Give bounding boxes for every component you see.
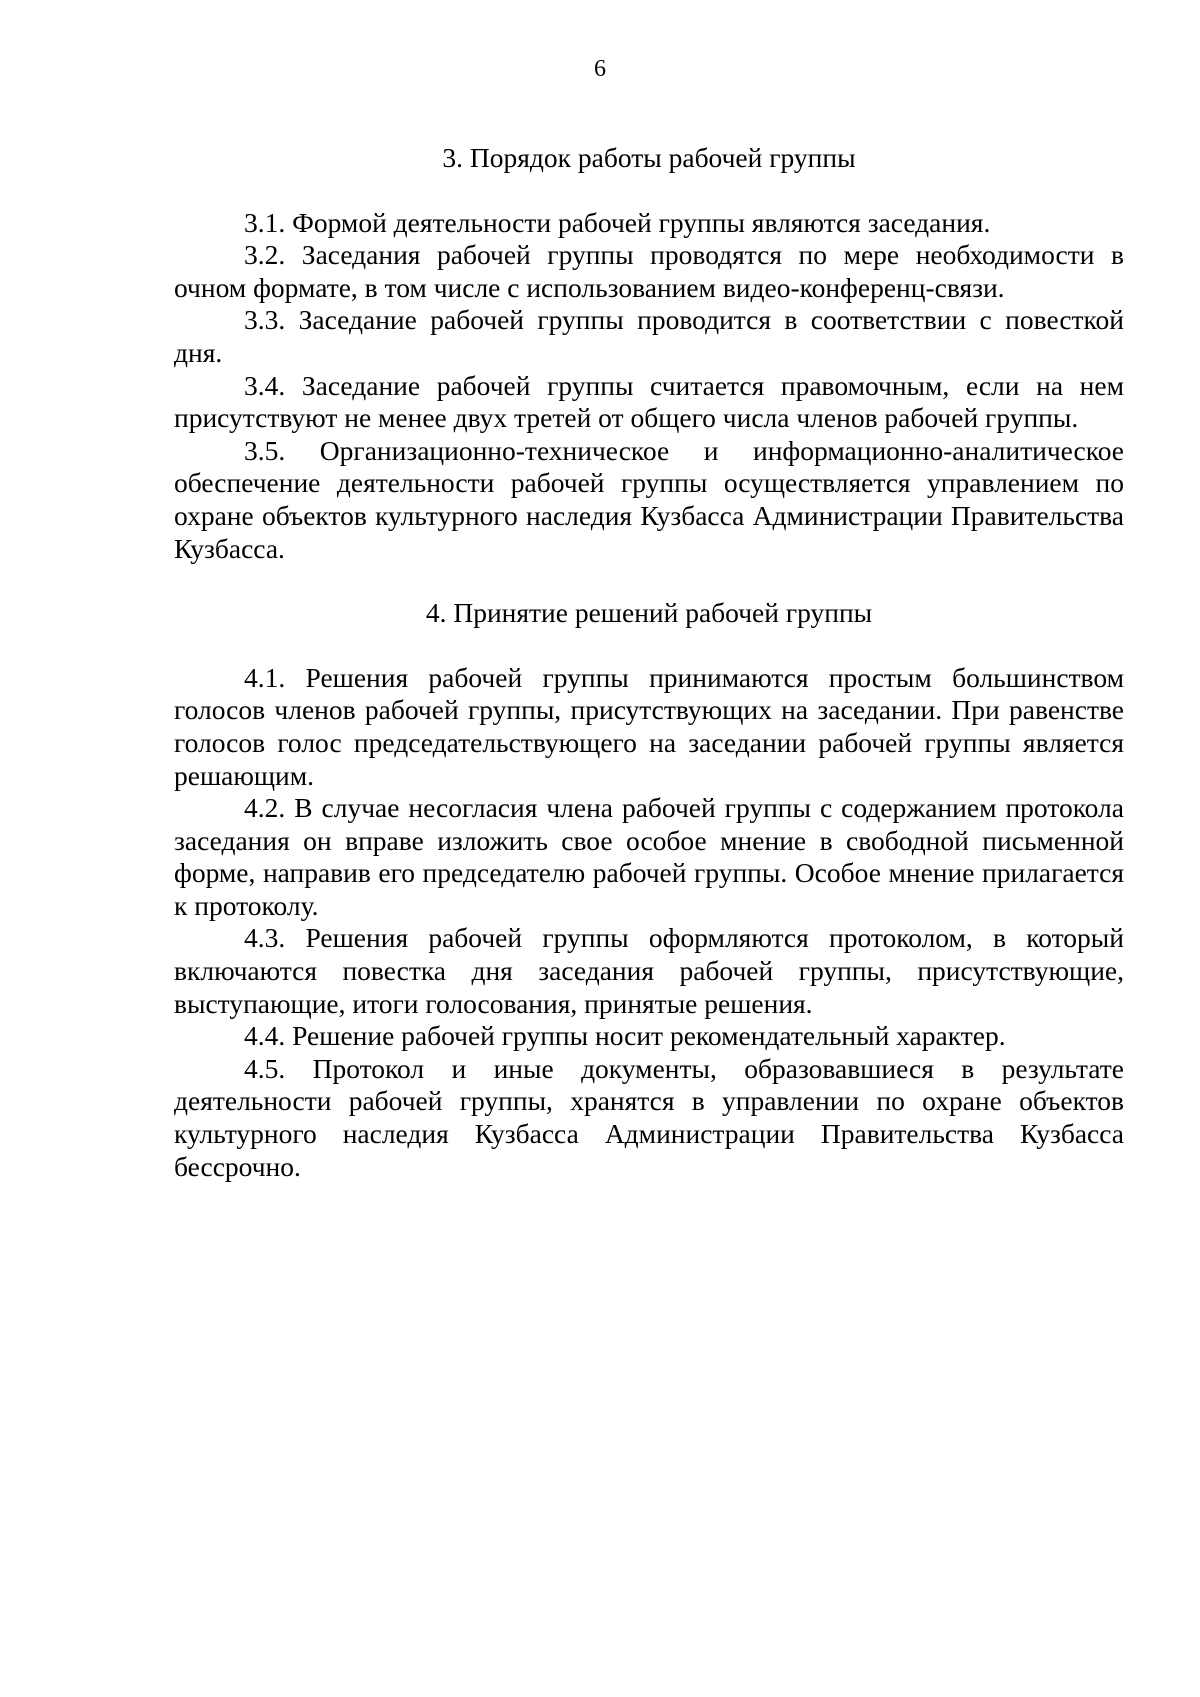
section-title-4: 4. Принятие решений рабочей группы [425, 597, 873, 629]
document-body [174, 142, 1124, 1183]
paragraph-4-1: 4.1. Решения рабочей группы принимаются простым большинством голосов членов рабочей группы, присутствующих на заседании. При равенстве голосов голос председательствующего на заседании рабочей группы является решающим. [174, 661, 1124, 791]
paragraph-4-4: 4.4. Решение рабочей группы носит рекомендательный характер. [244, 1020, 1006, 1052]
paragraph-4-3: 4.3. Решения рабочей группы оформляются протоколом, в который включаются повестка дня заседания рабочей группы, присутствующие, выступающие, итоги голосования, принятые решения. [174, 922, 1124, 1019]
paragraph-3-2: 3.2. Заседания рабочей группы проводятся по мере необходимости в очном формате, в том числе с использованием видео-конференц-связи. [174, 239, 1124, 303]
paragraph-3-5: 3.5. Организационно-техническое и информационно-аналитическое обеспечение деятельности рабочей группы осуществляется управлением по охране объектов культурного наследия Кузбасса Администрации Правительства Кузбасса. [174, 434, 1124, 564]
paragraph-3-1: 3.1. Формой деятельности рабочей группы являются заседания. [244, 206, 991, 238]
paragraph-3-3: 3.3. Заседание рабочей группы проводится в соответствии с повесткой дня. [174, 304, 1124, 368]
paragraph-3-4: 3.4. Заседание рабочей группы считается правомочным, если на нем присутствуют не менее двух третей от общего числа членов рабочей группы. [174, 369, 1124, 434]
paragraph-4-5: 4.5. Протокол и иные документы, образовавшиеся в результате деятельности рабочей группы, хранятся в управлении по охране объектов культурного наследия Кузбасса Администрации Правительства Кузбасса бессрочно. [174, 1052, 1124, 1182]
page-number: 6 [594, 56, 606, 82]
paragraph-4-2: 4.2. В случае несогласия члена рабочей группы с содержанием протокола заседания он вправе изложить свое особое мнение в свободной письменной форме, направив его председателю рабочей группы. Особое мнение прилагается к протоколу. [174, 792, 1124, 921]
section-title-3: 3. Порядок работы рабочей группы [442, 142, 856, 173]
